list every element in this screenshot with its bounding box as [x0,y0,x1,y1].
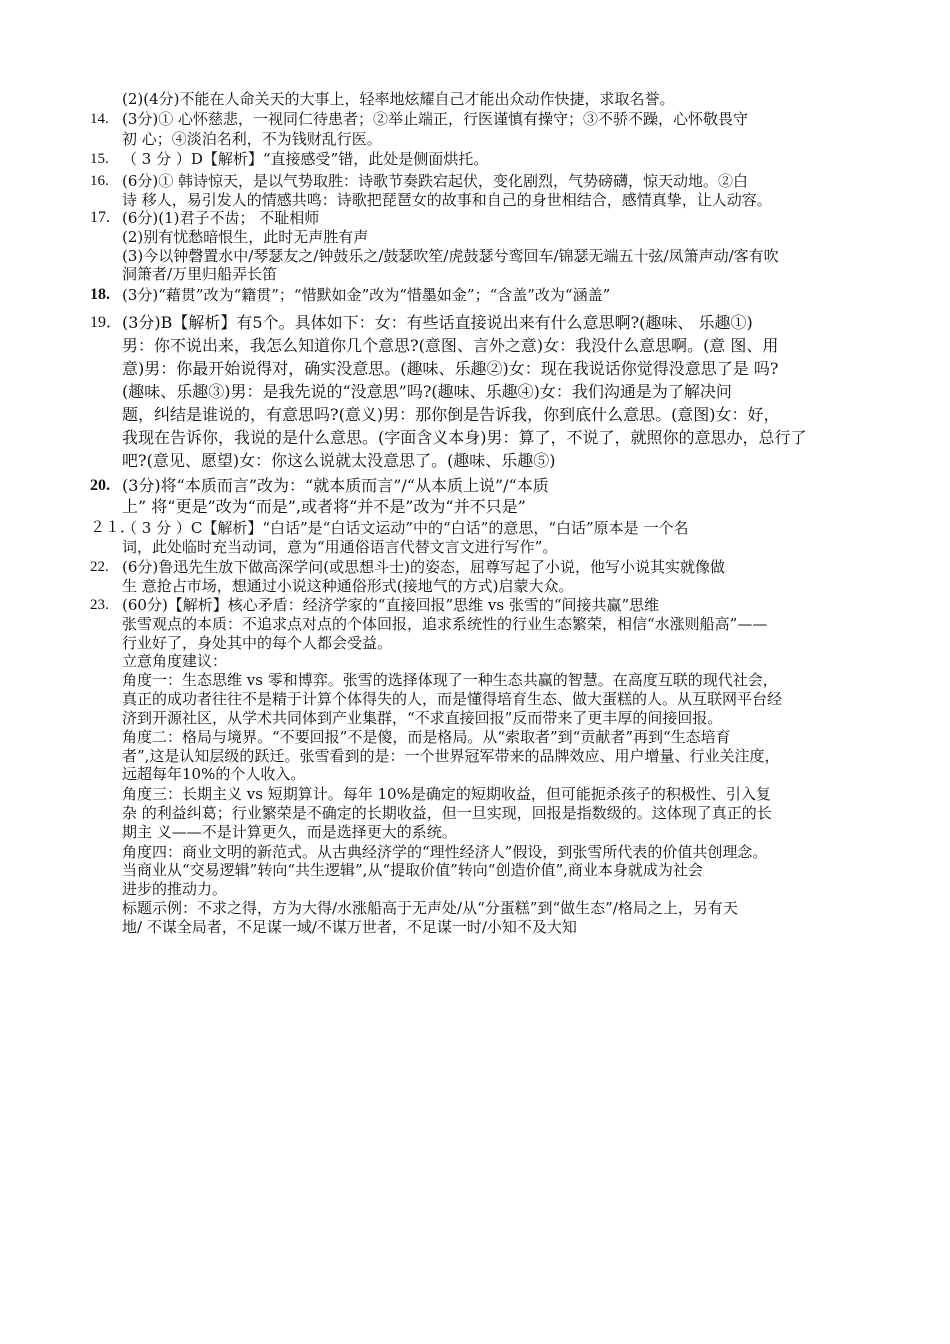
question-number: ２１． [90,520,136,536]
answer-line: 初 心；④淡泊名利，不为钱财乱行医。 [122,130,382,148]
answer-line: (60分)【解析】核心矛盾：经济学家的“直接回报”思维 vs 张雪的“间接共赢”思维 [122,596,660,614]
answer-line: 杂 的利益纠葛；行业繁荣是不确定的长期收益，但一旦实现，回报是指数级的。这体现了真正的长 [122,804,772,822]
answer-line: 标题示例：不求之得，方为大得/水涨船高于无声处/从“分蛋糕”到“做生态”/格局之上，另有天 [122,899,738,917]
answer-line: (2)别有忧愁暗恨生，此时无声胜有声 [122,228,369,246]
answer-line: 张雪观点的本质：不追求点对点的个体回报，追求系统性的行业生态繁荣，相信“水涨则船高”—— [122,615,768,633]
answer-line: 角度四：商业文明的新范式。从古典经济学的“理性经济人”假设，到张雪所代表的价值共创理念。 [122,843,768,861]
question-number: 17. [90,209,110,226]
answer-line: (6分)(1)君子不齿； 不耻相师 [122,209,320,227]
answer-line: 我现在告诉你，我说的是什么意思。(字面含义本身)男：算了，不说了，就照你的意思办，总行了 [122,428,807,447]
answer-line: 诗 移人，易引发人的情感共鸣：诗歌把琵琶女的故事和自己的身世相结合，感情真挚，让人动容。 [122,191,772,209]
answer-line: (3)今以钟磬置水中/琴瑟友之/钟鼓乐之/鼓瑟吹笙/虎鼓瑟兮鸾回车/锦瑟无端五十弦/凤箫声动/客有吹 [122,247,779,265]
answer-line: (2)(4分)不能在人命关天的大事上，轻率地炫耀自己才能出众动作快捷，求取名誉。 [122,90,675,108]
answer-line: 角度一：生态思维 vs 零和博弈。张雪的选择体现了一种生态共赢的智慧。在高度互联的现代社会， [122,671,778,689]
answer-line: 洞箫者/万里归船弄长笛 [122,265,278,283]
question-number: 22. [90,559,109,575]
answer-line: 济到开源社区，从学术共同体到产业集群，“不求直接回报”反而带来了更丰厚的间接回报。 [122,709,723,727]
answer-line: 进步的推动力。 [122,880,228,898]
answer-line: (6分)① 韩诗惊天，是以气势取胜：诗歌节奏跌宕起伏，变化剧烈，气势磅礴，惊天动地。②白 [122,172,749,190]
answer-line: 者”,这是认知层级的跃迁。张雪看到的是：一个世界冠军带来的品牌效应、用户增量、行业关注度， [122,747,780,765]
question-number: 20. [90,477,110,494]
question-number: 23. [90,597,109,613]
answer-line: 期主 义——不是计算更久，而是选择更大的系统。 [122,823,457,841]
answer-line: 角度三：长期主义 vs 短期算计。每年 10%是确定的短期收益，但可能扼杀孩子的积极性、引入复 [122,785,771,803]
answer-line: 词，此处临时充当动词，意为“用通俗语言代替文言文进行写作”。 [122,538,558,556]
answer-line: (趣味、乐趣③)男：是我先说的“没意思”吗?(趣味、乐趣④)女：我们沟通是为了解决问 [122,382,732,401]
answer-line: 上” 将“更是”改为“而是”,或者将“并不是”改为“并不只是” [122,497,526,516]
answer-line: 生 意抢占市场，想通过小说这种通俗形式(接地气的方式)启蒙大众。 [122,577,574,595]
question-number: 16. [90,173,109,189]
answer-line: 行业好了，身处其中的每个人都会受益。 [122,634,393,652]
answer-line: 男：你不说出来，我怎么知道你几个意思?(意图、言外之意)女：我没什么意思啊。(意 图、用 [122,336,779,355]
answer-line: (6分)鲁迅先生放下做高深学问(或思想斗士)的姿态，屈尊写起了小说，他写小说其实就像做 [122,558,725,576]
answer-line: 远超每年10%的个人收入。 [122,765,306,783]
question-number: 14. [90,111,109,127]
answer-line: （ 3 分 ）D【解析】“直接感受”错，此处是侧面烘托。 [122,150,489,168]
question-number: 15. [90,151,109,167]
answer-line: 立意角度建议： [122,652,228,670]
question-number: 18. [90,286,110,303]
answer-line: (3分)① 心怀慈悲，一视同仁待患者；②举止端正，行医谨慎有操守；③不骄不躁，心怀敬畏守 [122,110,749,128]
answer-line: 题，纠结是谁说的，有意思吗?(意义)男：那你倒是告诉我，你到底什么意思。(意图)女：好， [122,405,780,424]
question-number: 19． [90,314,123,331]
answer-line: (3分)B【解析】有5个。具体如下：女：有些话直接说出来有什么意思啊?(趣味、 乐趣①) [122,313,753,332]
answer-line: 当商业从“交易逻辑”转向“共生逻辑”,从“提取价值”转向“创造价值”,商业本身就成为社会 [122,861,703,879]
answer-line: 意)男：你最开始说得对，确实没意思。(趣味、乐趣②)女：现在我说话你觉得没意思了是 吗? [122,359,779,378]
answer-line: 角度二：格局与境界。“不要回报”不是傻，而是格局。从“索取者”到“贡献者”再到“生态培育 [122,728,731,746]
answer-line: 地/ 不谋全局者，不足谋一域/不谋万世者，不足谋一时/小知不及大知 [122,918,577,936]
answer-line: 真正的成功者往往不是精于计算个体得失的人，而是懂得培育生态、做大蛋糕的人。从互联网平台经 [122,690,783,708]
answer-line: 吧?(意见、愿望)女：你这么说就太没意思了。(趣味、乐趣⑤) [122,451,556,470]
answer-line: (3分)将“本质而言”改为：“就本质而言”/“从本质上说”/“本质 [122,476,549,495]
answer-line: （ 3 分 ）C【解析】“白话”是“白话文运动”中的“白话”的意思，“白话”原本是 一个名 [122,519,689,537]
answer-line: (3分)“藉贯”改为“籍贯”；“惜默如金”改为“惜墨如金”；“含盖”改为“涵盖” [122,286,611,304]
